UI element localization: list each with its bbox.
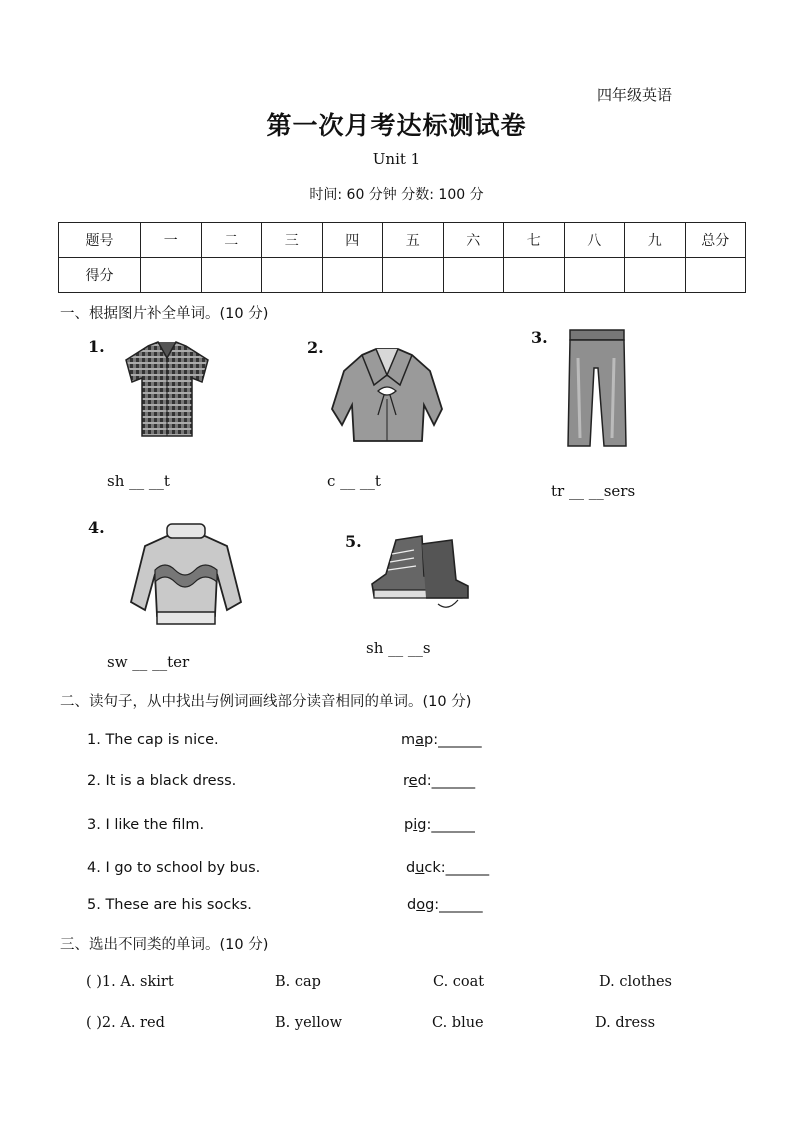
score-cell[interactable] — [383, 258, 444, 293]
sentence: 4. I go to school by bus. — [87, 860, 261, 876]
option-b: B. cap — [275, 974, 321, 990]
score-cell[interactable] — [625, 258, 686, 293]
sentence: 3. I like the film. — [87, 817, 205, 833]
table-cell: 总分 — [685, 223, 746, 258]
coat-icon — [326, 345, 448, 447]
option-d: D. clothes — [599, 974, 673, 990]
score-row — [59, 258, 746, 293]
word-blank: sh __ __s — [366, 639, 431, 657]
score-cell[interactable] — [322, 258, 383, 293]
section3-heading: 三、选出不同类的单词。(10 分) — [60, 937, 269, 953]
example-word: dog:______ — [407, 897, 483, 913]
score-table — [58, 222, 746, 293]
option-a: ( )2. A. red — [86, 1015, 165, 1031]
trousers-icon — [564, 328, 630, 450]
item-number: 1. — [88, 337, 105, 356]
table-cell: 题号 — [59, 223, 141, 258]
unit-label: Unit 1 — [372, 150, 421, 168]
table-cell: 四 — [322, 223, 383, 258]
word-blank: sw __ __ter — [107, 653, 190, 671]
example-word: duck:______ — [406, 860, 490, 876]
item-number: 4. — [88, 518, 105, 537]
score-cell[interactable] — [141, 258, 202, 293]
word-blank: tr __ __sers — [551, 482, 636, 500]
table-cell: 九 — [625, 223, 686, 258]
option-a: ( )1. A. skirt — [86, 974, 174, 990]
section2-heading: 二、读句子，从中找出与例词画线部分读音相同的单词。(10 分) — [60, 694, 472, 710]
score-cell[interactable] — [262, 258, 323, 293]
item-number: 5. — [345, 532, 362, 551]
shirt-icon — [118, 338, 216, 440]
sentence: 5. These are his socks. — [87, 897, 252, 913]
table-cell: 六 — [443, 223, 504, 258]
score-cell[interactable] — [685, 258, 746, 293]
example-word: pig:______ — [404, 817, 475, 833]
table-cell: 二 — [201, 223, 262, 258]
item-number: 3. — [531, 328, 548, 347]
sentence: 2. It is a black dress. — [87, 773, 237, 789]
score-cell[interactable] — [443, 258, 504, 293]
option-c: C. blue — [432, 1015, 484, 1031]
grade-subject: 四年级英语 — [597, 86, 673, 104]
section1-heading: 一、根据图片补全单词。(10 分) — [60, 306, 269, 322]
table-cell: 得分 — [59, 258, 141, 293]
word-blank: sh __ __t — [107, 472, 170, 490]
score-cell[interactable] — [201, 258, 262, 293]
sentence: 1. The cap is nice. — [87, 732, 219, 748]
score-header-row — [59, 223, 746, 258]
table-cell: 七 — [504, 223, 565, 258]
page-title: 第一次月考达标测试卷 — [266, 111, 527, 140]
table-cell: 一 — [141, 223, 202, 258]
score-cell[interactable] — [504, 258, 565, 293]
example-word: red:______ — [403, 773, 476, 789]
shoes-icon — [366, 534, 470, 614]
option-c: C. coat — [433, 974, 485, 990]
table-cell: 五 — [383, 223, 444, 258]
option-b: B. yellow — [275, 1015, 343, 1031]
table-cell: 八 — [564, 223, 625, 258]
time-score: 时间: 60 分钟 分数: 100 分 — [309, 187, 484, 203]
score-cell[interactable] — [564, 258, 625, 293]
example-word: map:______ — [401, 732, 482, 748]
word-blank: c __ __t — [327, 472, 381, 490]
table-cell: 三 — [262, 223, 323, 258]
sweater-icon — [127, 520, 245, 630]
item-number: 2. — [307, 338, 324, 357]
option-d: D. dress — [595, 1015, 656, 1031]
